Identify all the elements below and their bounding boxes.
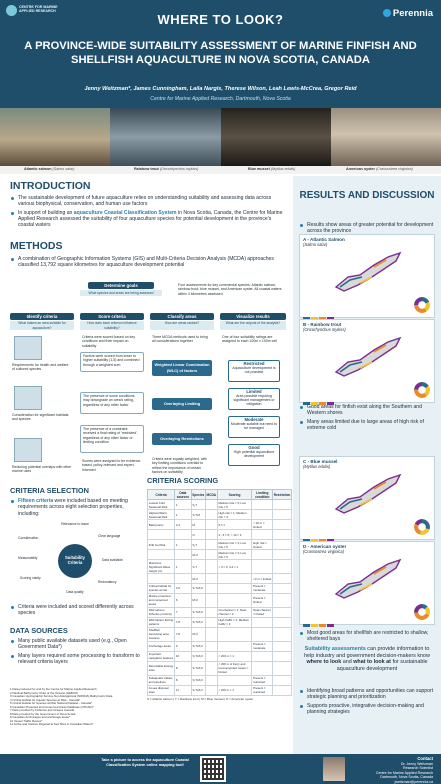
- qr-caption: Take a picture to access the aquaculture Coastal Classification System online mapping tool!: [101, 758, 189, 767]
- table-cell: [252, 530, 273, 540]
- table-cell: M,O: [191, 574, 205, 584]
- table-cell: 8: [175, 661, 192, 675]
- table-cell: S,T,M,O: [191, 583, 205, 593]
- table-cell: S,T,M: [191, 510, 205, 520]
- table-cell: 7,8: [175, 617, 192, 627]
- result-card-label: C - Blue mussel (Mytilus edulis): [303, 459, 338, 469]
- institution: Centre for Marine Applied Research, Dartmouth, Nova Scotia: [150, 96, 291, 102]
- table-row: [148, 627, 292, 641]
- table-cell: S,T,M,O: [191, 675, 205, 685]
- table-body: [148, 500, 292, 696]
- table-cell: [273, 540, 292, 550]
- map-legend: [303, 529, 343, 536]
- table-cell: S,T: [191, 560, 205, 574]
- methods-list: [10, 256, 288, 271]
- table-cell: 5,7,1: [217, 520, 252, 530]
- table-cell: [217, 641, 252, 651]
- table-cell: At-sea disposal sites: [148, 685, 175, 695]
- table-header-cell: Scoring: [217, 490, 252, 500]
- criteria-map-2: [14, 386, 42, 410]
- table-cell: Medium risk = 3; Low risk = 5: [217, 540, 252, 550]
- table-row: [148, 550, 292, 560]
- reference-item: 5 Critical Habitat for Species at Risk National Dataset - Canada*: [10, 701, 93, 705]
- caption-salmon: Atlantic salmon (Salmo salar): [24, 167, 75, 171]
- criteria-scoring-table: [147, 489, 292, 701]
- data-sources-bullet-1: Many public available datasets used (e.g., Open Government Data*): [10, 638, 142, 651]
- perennia-dot-icon: [383, 9, 391, 17]
- criteria-selection-bullet-1: Fifteen criteria were included based on meeting requirements across eight selection properties, including:: [10, 498, 142, 517]
- contact-location: Dartmouth, Nova Scotia, Canada: [380, 775, 433, 779]
- table-header-cell: Species: [191, 490, 205, 500]
- table-cell: [273, 617, 292, 627]
- table-row: [148, 685, 292, 695]
- results-panel: [293, 176, 441, 754]
- table-cell: S,T: [191, 540, 205, 550]
- table-cell: 4 - 5 = 5; > 10 = 3: [217, 530, 252, 540]
- wheel-center: Suitability Criteria: [58, 544, 92, 578]
- flow-goals-note: Four assessments for key commercial species: Atlantic salmon, rainbow trout, blue mussel, and American oyster. All coastal waters within 3 kilometres assessed: [176, 282, 286, 302]
- table-row: [148, 560, 292, 574]
- table-cell: Present = limited: [252, 593, 273, 607]
- table-legend: S = Atlantic salmon | T = Rainbow trout | M = Blue mussel | O = American oyster: [147, 696, 254, 701]
- table-cell: Medium risk = 3; Low risk = 5: [217, 500, 252, 510]
- suitability-donut-chart: [414, 297, 430, 313]
- qr-code[interactable]: [200, 756, 226, 782]
- rating-limited: Limited Area possible requiring significant management or mitigation: [228, 388, 280, 410]
- criteria-map-1: [14, 336, 42, 360]
- table-cell: S,T,M,O: [191, 661, 205, 675]
- reference-item: 10 Vessel Traffic Routes*: [10, 718, 43, 723]
- table-cell: [217, 574, 252, 584]
- table-cell: [205, 661, 217, 675]
- table-row: [148, 500, 292, 510]
- wheel-prop-7: Data quality: [66, 590, 84, 594]
- table-cell: 11: [175, 685, 192, 695]
- table-cell: < 200 m of Ferry and recommended routes = limited: [217, 661, 252, 675]
- table-cell: High risk = limited: [252, 540, 273, 550]
- table-cell: Medium risk = 3; Low risk = 5: [217, 550, 252, 560]
- poster-question: WHERE TO LOOK?: [157, 12, 284, 27]
- table-cell: S,T,M,O: [191, 617, 205, 627]
- table-cell: [273, 593, 292, 607]
- olc-box: Overlaying Limiting Conditions: [152, 398, 212, 410]
- flow-step-identify: Identify criteria: [10, 313, 74, 320]
- flow-step-visualize-sub: What are the outputs of the analysis?: [220, 321, 286, 330]
- legend-swatch-moderate: [311, 624, 318, 627]
- table-cell: Present = restricted: [252, 685, 273, 695]
- table-cell: 9: [175, 641, 192, 651]
- table-header-cell: Limiting condition: [252, 490, 273, 500]
- table-row: [148, 583, 292, 593]
- table-cell: [175, 574, 192, 584]
- factors-note: Factors were scored from lower to higher suitability (1-5) and combined through a weighted sum: [80, 352, 144, 372]
- table-cell: [273, 641, 292, 651]
- salmon-photo: [0, 108, 110, 166]
- table-header-cell: MCDA: [205, 490, 217, 500]
- table-cell: [273, 520, 292, 530]
- table-cell: [205, 583, 217, 593]
- contact-org: Centre for Marine Applied Research: [375, 770, 433, 775]
- table-cell: [252, 510, 273, 520]
- table-cell: [273, 675, 292, 685]
- data-sources-bullet-2: Many layers required some processing to transform to relevant criteria layers: [10, 653, 142, 666]
- qr-code-icon: [202, 758, 224, 780]
- table-cell: M,O: [191, 550, 205, 560]
- suitability-donut-chart: [414, 382, 430, 398]
- suitability-map: [330, 247, 406, 297]
- table-cell: [273, 651, 292, 661]
- suitability-map: [330, 332, 406, 382]
- table-cell: High traffic = 1; Medium traffic = 3: [217, 617, 252, 627]
- table-header-row: [148, 490, 292, 500]
- criteria-selection-bullet-2: Criteria were included and scored differently across species: [10, 604, 142, 617]
- table-cell: [205, 550, 217, 560]
- flow-step-classify: Classify areas: [150, 313, 214, 320]
- table-cell: 1: [175, 510, 192, 520]
- wheel-prop-3: Data available: [102, 558, 123, 562]
- table-cell: [205, 685, 217, 695]
- results-heading: RESULTS AND DISCUSSION: [299, 190, 435, 201]
- table-cell: 1: [175, 500, 192, 510]
- table-cell: Subaquatic cables and pipelines: [148, 675, 175, 685]
- table-cell: [273, 560, 292, 574]
- rating-restricted: Restricted Aquaculture development is not possible: [228, 360, 280, 382]
- table-cell: [273, 583, 292, 593]
- trout-photo: [110, 108, 220, 166]
- table-cell: [148, 574, 175, 584]
- table-cell: < 10 m = limited: [252, 520, 273, 530]
- table-cell: Shellfish harvesting area closures: [148, 627, 175, 641]
- table-header-cell: Data sources: [175, 490, 192, 500]
- references: [10, 688, 142, 727]
- results-list-3: [299, 630, 435, 645]
- contact-role: Research Scientist: [403, 766, 433, 770]
- results-bullet-finfish-limited: Many areas limited due to large areas of high risk of extreme cold: [299, 419, 435, 432]
- table-cell: [205, 540, 217, 550]
- species-photo-strip: [0, 108, 441, 166]
- photo-captions: [0, 166, 441, 174]
- poster-title: A PROVINCE-WIDE SUITABILITY ASSESSMENT OF MARINE FINFISH AND SHELLFISH AQUACULTURE IN NOVA SCOTIA, CANADA: [24, 40, 417, 66]
- table-cell: [148, 550, 175, 560]
- wheel-prop-1: Relevance to issue: [61, 522, 89, 526]
- data-sources-list: [10, 638, 142, 667]
- intro-list: [10, 195, 288, 230]
- table-cell: <3 m = limited: [252, 574, 273, 584]
- table-cell: 1: [175, 540, 192, 550]
- table-cell: > 3 = 3; 3-4 = 1: [217, 560, 252, 574]
- table-cell: [205, 675, 217, 685]
- left-note-2: Consideration for significant habitats and species: [10, 412, 74, 424]
- table-cell: [205, 530, 217, 540]
- table-cell: Wild salmon fisheries proximity: [148, 607, 175, 617]
- methods-heading: METHODS: [10, 240, 63, 252]
- table-cell: 8: [175, 675, 192, 685]
- table-cell: Present = moderate: [252, 641, 273, 651]
- reference-item: 2 Nautical Bathymetry Chart of the Oceans (GEBCO): [10, 690, 79, 695]
- intro-bullet-1: The sustainable development of future aquaculture relies on understanding suitability and assessing data across various biophysical, conservation, and human use factors: [10, 195, 288, 208]
- result-card-label: D - American oyster (Crassostrea virginica): [303, 544, 347, 554]
- suitability-donut-chart: [414, 519, 430, 535]
- criteria-selection-list-2: [10, 604, 142, 619]
- table-cell: [252, 550, 273, 560]
- table-cell: [273, 500, 292, 510]
- caption-oyster: American oyster (Crassostrea virginica): [346, 167, 413, 171]
- results-bullet-shellfish: Most good areas for shellfish are restricted to shallow, sheltered bays: [299, 630, 435, 643]
- result-card-label: B - Rainbow trout (Oncorhynchus mykiss): [303, 322, 346, 332]
- selection-wheel: [18, 522, 132, 600]
- table-cell: Present = moderate: [252, 583, 273, 593]
- result-card-label: A - Atlantic Salmon (Salmo salar): [303, 237, 345, 247]
- table-cell: 6: [175, 593, 192, 607]
- table-cell: Critical habitat for species at risk: [148, 583, 175, 593]
- restriction-note: The presence of a constraint received a final rating of 'restricted', regardless of any other factor or limiting condition: [80, 425, 144, 453]
- wlc-box: Weighted Linear Combination (WLC) of factors: [152, 360, 212, 376]
- contact-heading: Contact: [417, 756, 433, 761]
- contact-name: Dr. Jenny Weitzman: [400, 761, 433, 766]
- suitability-map: [330, 469, 406, 519]
- table-cell: < 200 m = 1: [217, 685, 252, 695]
- limiting-note: The presence of some conditions may downgrade an area's rating, regardless of any other factor: [80, 392, 144, 414]
- table-cell: 2,3: [175, 520, 192, 530]
- table-cell: Lowest Cold Seasonal Risk: [148, 500, 175, 510]
- table-cell: 7: [175, 607, 192, 617]
- methods-bullet-1: A combination of Geographic Information Systems (GIS) and Multi-Criteria Decision Analysis (MCDA) approaches classified 13,792 square kilometres for aquaculture development potential: [10, 256, 288, 269]
- table-cell: M: [191, 520, 205, 530]
- table-cell: [175, 550, 192, 560]
- table-row: [148, 675, 292, 685]
- table-cell: Maximum Significant Wave Height (m): [148, 560, 175, 574]
- author-photo: [323, 757, 345, 781]
- criteria-scoring-heading: CRITERIA SCORING: [147, 476, 219, 485]
- reference-item: 7 Data provided by Fisheries and Oceans Canada: [10, 708, 75, 712]
- table-cell: S,T,M,O: [191, 685, 205, 695]
- perennia-wordmark: Perennia: [392, 8, 433, 19]
- table-row: [148, 510, 292, 520]
- table-cell: [273, 627, 292, 641]
- rating-good: Good High potential aquaculture development: [228, 444, 280, 466]
- table-cell: Highest Warm Seasonal Risk: [148, 510, 175, 520]
- header-banner: [0, 0, 441, 108]
- wheel-prop-5: Scoring clarity: [20, 576, 41, 580]
- table-cell: [273, 685, 292, 695]
- results-list-4: [299, 688, 435, 717]
- table-cell: [217, 675, 252, 685]
- suitability-donut-chart: [414, 604, 430, 620]
- wheel-prop-2: Clear language: [98, 534, 121, 538]
- wheel-prop-6: Redundancy: [98, 580, 117, 584]
- legend-swatch-good: [303, 624, 310, 627]
- table-cell: Wild lobster fishing patterns: [148, 618, 174, 627]
- table-cell: Present = restricted: [252, 675, 273, 685]
- map-legend: [303, 392, 343, 399]
- caption-trout: Rainbow trout (Oncorhynchus mykiss): [134, 167, 199, 171]
- table-row: [148, 593, 292, 607]
- perennia-logo: [383, 8, 433, 19]
- table-cell: Important navigation features: [148, 652, 174, 661]
- flow-step-classify-sub: How are areas ranked?: [150, 321, 214, 330]
- table-cell: [273, 607, 292, 617]
- flow-determine-goals: Determine goals: [88, 282, 154, 289]
- rating-moderate: Moderate Moderate suitable but need to be managed: [228, 416, 280, 438]
- flow-step-identify-sub: What makes an area suitable for aquaculture?: [10, 321, 74, 330]
- flow-determine-sub: What species and areas are being assessed: [80, 290, 162, 296]
- table-cell: Drift Ice Risk: [148, 540, 175, 550]
- table-row: [148, 651, 292, 661]
- flow-step-visualize: Visualize results: [220, 313, 286, 320]
- table-cell: [252, 617, 273, 627]
- reference-item: 3 Canadian Hydrographic Service Non-Navigational (NONNA) Bathymetric Data: [10, 694, 113, 698]
- criteria-selection-list: [10, 498, 142, 519]
- table-header-cell: Restriction: [273, 490, 292, 500]
- table-row: [148, 540, 292, 550]
- table-cell: 4,5: [175, 583, 192, 593]
- results-bullet-finfish-good: Good areas for finfish exist along the Southern and Western shores: [299, 404, 435, 417]
- table-cell: [205, 500, 217, 510]
- table-cell: [217, 583, 252, 593]
- table-cell: [273, 661, 292, 675]
- table-cell: S,T: [191, 500, 205, 510]
- table-row: [148, 530, 292, 540]
- intro-heading: INTRODUCTION: [10, 180, 91, 192]
- table-cell: [205, 520, 217, 530]
- contact-block: [347, 757, 433, 784]
- suitability-map: [330, 554, 406, 604]
- table-row: [148, 520, 292, 530]
- legend-swatch-limited: [319, 624, 326, 627]
- table-cell: [252, 627, 273, 641]
- table-cell: < 200 m = 1: [217, 651, 252, 661]
- intro-bullet-2: In support of building an aquaculture Coastal Classification System in Nova Scotia, Canada, the Centre for Marine Applied Research assessed the suitability of four aquaculture species for potential development in the province's coastal waters: [10, 210, 288, 229]
- table-cell: Marine protected and conserved areas: [148, 593, 175, 607]
- table-cell: Near-channel = limited: [252, 607, 273, 617]
- left-note-3: Reducing potential overlaps with other marine uses: [10, 464, 74, 476]
- table-cell: S,T,M,O: [191, 651, 205, 661]
- flow-step-score: Score criteria: [80, 313, 144, 320]
- criteria-selection-heading: CRITERIA SELECTION: [10, 486, 89, 495]
- authors: Jenny Weitzman*, James Cunningham, Laila Nargis, Therese Wilson, Leah Lewis-McCrea, Gregor Reid: [84, 86, 357, 92]
- results-bullet-patterns: Identifying broad patterns and opportunities can support strategic planning and prioritization: [299, 688, 435, 701]
- table-cell: Renewable Energy sites: [148, 661, 175, 675]
- reference-item: 8 Data provided by the Government of Nova Scotia: [10, 711, 76, 716]
- legend-swatch-restricted: [327, 624, 334, 627]
- table-cell: [217, 627, 252, 641]
- table-cell: 10: [175, 651, 192, 661]
- result-map-card: [299, 234, 435, 318]
- flow-step-score-sub: How does each criterion influence suitability?: [80, 321, 144, 330]
- caption-mussel: Blue mussel (Mytilus edulis): [248, 167, 296, 171]
- ore-box: Overlaying Restrictions: [152, 433, 212, 445]
- table-cell: Bathymetry: [148, 520, 175, 530]
- table-cell: High risk = 1; Medium risk = 3: [217, 510, 252, 520]
- table-cell: 7,8: [175, 627, 192, 641]
- classify-note: Three MCDA methods used to bring all considerations together: [150, 334, 214, 350]
- table-row: [148, 641, 292, 651]
- table-cell: [273, 530, 292, 540]
- table-row: [148, 617, 292, 627]
- table-cell: [205, 651, 217, 661]
- reference-item: 6 Canadian Protected and Conserved Areas Database (CPCAD)*: [10, 704, 94, 709]
- table-cell: S,T,M,O: [191, 607, 205, 617]
- weight-note-1: Scores were assigned to be evidence-based, policy-relevant and expert-informed: [80, 458, 144, 478]
- table-cell: [205, 560, 217, 574]
- table-cell: [273, 574, 292, 584]
- reference-item: 11 Active and Inactive Disposal at Sea Sites in Canadian Waters*: [10, 722, 94, 726]
- score-note: Criteria were scored based on key conditions and their impact on suitability: [80, 334, 144, 350]
- reference-item: 1 Data produced for and by the Centre for Marine Applied Research: [10, 687, 97, 691]
- wheel-prop-4: Measurability: [18, 556, 38, 560]
- result-map-card: [299, 456, 435, 540]
- table-cell: 1: [175, 560, 192, 574]
- reference-item: 4 Critical Habitat for Aquatic Species at Risk - Canada*: [10, 697, 81, 702]
- contact-email[interactable]: jweitzman@perennia.ca: [394, 779, 433, 784]
- weight-note-2: Criteria were equally weighted, with key limiting conditions overlaid to reflect the importance of certain factors on suitability: [150, 456, 214, 480]
- table-cell: [205, 510, 217, 520]
- mussel-photo: [221, 108, 331, 166]
- data-sources-heading: DATA SOURCES: [10, 626, 68, 635]
- table-cell: M,O: [191, 627, 205, 641]
- cmar-logo-text: CENTRE FOR MARINE APPLIED RESEARCH: [19, 5, 58, 14]
- visual-note: One of four suitability ratings are assigned to each 100m x 100m cell: [220, 334, 286, 350]
- criteria-map-3: [14, 438, 42, 462]
- results-summary: Suitability assessments can provide information to help industry and government decision-makers know where to look and what to look at for sustainable aquaculture development: [304, 646, 430, 672]
- table-cell: [252, 560, 273, 574]
- table-row: [148, 661, 292, 675]
- table-cell: M,O: [191, 593, 205, 607]
- table-cell: [205, 617, 217, 627]
- table-cell: O: [191, 530, 205, 540]
- table-cell: [273, 510, 292, 520]
- table-cell: [175, 530, 192, 540]
- table-header-cell: Criteria: [148, 490, 175, 500]
- table-cell: [205, 641, 217, 651]
- table-cell: [252, 661, 273, 675]
- footer: [0, 754, 441, 784]
- table-cell: [205, 593, 217, 607]
- table-row: [148, 607, 292, 617]
- table-cell: [273, 550, 292, 560]
- result-map-card: [299, 319, 435, 403]
- map-legend: [303, 614, 343, 621]
- oyster-photo: [331, 108, 441, 166]
- results-bullet-proactive: Supports proactive, integrative decision-making and planning strategies: [299, 703, 435, 716]
- methods-flowchart: [8, 280, 290, 482]
- table-row: [148, 574, 292, 584]
- table-cell: [205, 607, 217, 617]
- result-map-card: [299, 541, 435, 625]
- table-cell: Anchorage areas: [148, 641, 175, 651]
- table-cell: [252, 500, 273, 510]
- table-cell: On-channel = 1; Near-channel = 3: [217, 607, 252, 617]
- results-list-2: [299, 404, 435, 433]
- table-cell: [148, 530, 175, 540]
- table-cell: S,T,M,O: [191, 641, 205, 651]
- table-cell: [205, 574, 217, 584]
- left-note-1: Requirements for health and welfare of cultured species: [10, 362, 74, 374]
- table-cell: [217, 593, 252, 607]
- map-legend: [303, 307, 343, 314]
- wheel-prop-8: Consideration: [18, 536, 39, 540]
- table-cell: [205, 627, 217, 641]
- reference-item: 9 Canadian Anchorages and anchorage areas*: [10, 715, 71, 719]
- table-cell: [252, 651, 273, 661]
- results-bullet-1: Results show areas of greater potential for development across the province: [299, 222, 435, 235]
